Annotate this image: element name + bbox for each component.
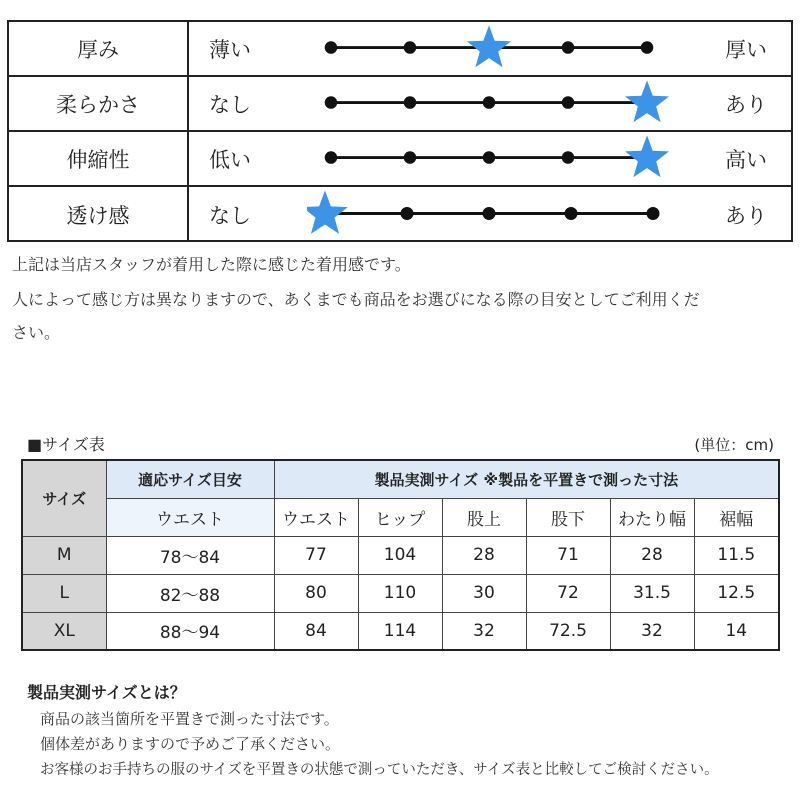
feel-row-stretch — [9, 132, 791, 187]
explain-line: お客様のお手持ちの服のサイズを平置きの状態で測っていただき、サイズ表と比較してご検討ください。 — [40, 762, 719, 778]
table-row — [22, 612, 779, 650]
scale-dot — [562, 96, 575, 109]
feel-right-label: 高い — [725, 147, 767, 172]
measured-header: 製品実測サイズ ※製品を平置きで測った寸法 — [274, 460, 779, 498]
value-cell: 80 — [274, 574, 358, 612]
scale-dot — [404, 96, 417, 109]
feel-right-label: あり — [725, 203, 767, 228]
feel-scale — [307, 187, 671, 242]
feel-left-label: なし — [209, 92, 251, 117]
fit-sub-header: ウエスト — [106, 498, 274, 536]
column-header: ヒップ — [358, 498, 442, 536]
value-cell: 32 — [610, 612, 694, 650]
rating-star-icon — [467, 25, 511, 67]
note-line: 人によって感じ方は異なりますので、あくまでも商品をお選びになる際の目安としてご利用ください。 — [12, 290, 700, 342]
scale-dot — [647, 207, 660, 220]
value-cell: 28 — [610, 536, 694, 574]
value-cell: 77 — [274, 536, 358, 574]
size-table — [21, 459, 780, 651]
value-cell: 110 — [358, 574, 442, 612]
value-cell: 72.5 — [526, 612, 610, 650]
size-unit: (単位：cm) — [694, 436, 774, 454]
size-cell: XL — [22, 612, 106, 650]
value-cell: 84 — [274, 612, 358, 650]
column-header: 股下 — [526, 498, 610, 536]
scale-dot — [325, 151, 338, 164]
scale-dot — [565, 207, 578, 220]
feel-row-thickness — [9, 22, 791, 77]
value-cell: 72 — [526, 574, 610, 612]
scale-dot — [483, 207, 496, 220]
feel-label: 柔らかさ — [9, 77, 189, 130]
measured-size-explain-title: 製品実測サイズとは？ — [27, 683, 186, 702]
fit-cell: 82〜88 — [106, 574, 274, 612]
fit-header: 適応サイズ目安 — [106, 460, 274, 498]
feel-label: 厚み — [9, 22, 189, 75]
size-table-caption: ■サイズ表 — [27, 435, 105, 454]
column-header: 股上 — [442, 498, 526, 536]
fit-cell: 78〜84 — [106, 536, 274, 574]
scale-dot — [562, 151, 575, 164]
explain-line: 商品の該当箇所を平置きで測った寸法です。 — [40, 710, 339, 728]
size-header: サイズ — [22, 460, 106, 536]
value-cell: 28 — [442, 536, 526, 574]
size-cell: M — [22, 536, 106, 574]
scale-dot — [401, 207, 414, 220]
scale-dot — [483, 96, 496, 109]
value-cell: 12.5 — [694, 574, 779, 612]
value-cell: 30 — [442, 574, 526, 612]
scale-dot — [404, 41, 417, 54]
table-row — [22, 536, 779, 574]
feel-label: 透け感 — [9, 187, 189, 242]
feel-left-label: 薄い — [209, 37, 251, 62]
column-header: 裾幅 — [694, 498, 779, 536]
feel-left-label: なし — [209, 203, 251, 228]
column-header: わたり幅 — [610, 498, 694, 536]
feel-right-label: 厚い — [725, 37, 767, 62]
scale-dot — [641, 41, 654, 54]
fit-cell: 88〜94 — [106, 612, 274, 650]
scale-dot — [325, 96, 338, 109]
feel-row-sheerness — [9, 187, 791, 242]
scale-dot — [483, 151, 496, 164]
feel-scale — [307, 77, 671, 130]
scale-dot — [404, 151, 417, 164]
feel-scale — [307, 22, 671, 75]
explain-line: 個体差がありますので予めご了承ください。 — [40, 735, 341, 753]
feel-left-label: 低い — [209, 147, 251, 172]
column-header: ウエスト — [274, 498, 358, 536]
feel-scale — [307, 132, 671, 185]
size-cell: L — [22, 574, 106, 612]
note-line: 上記は当店スタッフが着用した際に感じた着用感です。 — [12, 255, 411, 274]
value-cell: 31.5 — [610, 574, 694, 612]
value-cell: 114 — [358, 612, 442, 650]
value-cell: 14 — [694, 612, 779, 650]
value-cell: 71 — [526, 536, 610, 574]
wear-feel-table — [7, 20, 793, 242]
table-row — [22, 574, 779, 612]
value-cell: 104 — [358, 536, 442, 574]
rating-star-icon — [625, 135, 669, 177]
feel-label: 伸縮性 — [9, 132, 189, 185]
value-cell: 32 — [442, 612, 526, 650]
feel-right-label: あり — [725, 92, 767, 117]
feel-row-softness — [9, 77, 791, 132]
scale-dot — [325, 41, 338, 54]
value-cell: 11.5 — [694, 536, 779, 574]
scale-dot — [562, 41, 575, 54]
rating-star-icon — [625, 80, 669, 122]
